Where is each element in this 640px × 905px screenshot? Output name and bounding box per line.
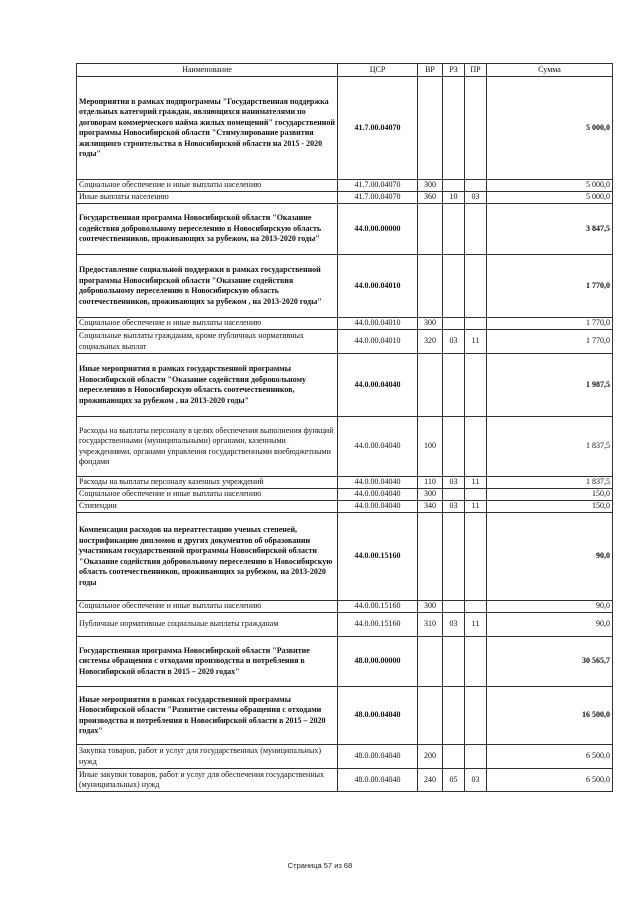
cell-vr bbox=[418, 77, 443, 180]
table-row bbox=[77, 489, 613, 501]
cell-rz bbox=[443, 77, 465, 180]
cell-vr: 300 bbox=[418, 601, 443, 613]
cell-vr bbox=[418, 637, 443, 687]
cell-rz: 03 bbox=[443, 477, 465, 489]
table-row bbox=[77, 417, 613, 477]
cell-name: Мероприятия в рамках подпрограммы "Государственная поддержка отдельных категорий граждан, являющихся нанимателями по договорам коммерческого найма жилых помещений" государственной программы Новосибирской области "Стимулирование развития жилищного строительства в Новосибирской области на 2015 - 2020 годы" bbox=[77, 77, 338, 180]
cell-rz bbox=[443, 745, 465, 769]
cell-sum: 1 987,5 bbox=[487, 354, 613, 417]
cell-rz bbox=[443, 417, 465, 477]
cell-name: Социальное обеспечение и иные выплаты населению bbox=[77, 489, 338, 501]
table-header-row bbox=[77, 64, 613, 77]
cell-name: Расходы на выплаты персоналу в целях обеспечения выполнения функций государственными (муниципальными) органами, казенными учреждениями, органами управления государственными внебюджетными фондами bbox=[77, 417, 338, 477]
cell-pr: 03 bbox=[465, 192, 487, 204]
table-row bbox=[77, 601, 613, 613]
cell-name: Стипендии bbox=[77, 501, 338, 513]
cell-pr bbox=[465, 180, 487, 192]
cell-name: Государственная программа Новосибирской области "Развитие системы обращения с отходами производства и потребления в Новосибирской области в 2015 – 2020 годах" bbox=[77, 637, 338, 687]
cell-pr bbox=[465, 601, 487, 613]
cell-vr: 340 bbox=[418, 501, 443, 513]
cell-csr: 41.7.00.04070 bbox=[338, 77, 418, 180]
cell-name: Расходы на выплаты персоналу казенных учреждений bbox=[77, 477, 338, 489]
cell-csr: 44.0.00.04040 bbox=[338, 501, 418, 513]
cell-pr: 03 bbox=[465, 769, 487, 792]
cell-sum: 1 837,5 bbox=[487, 477, 613, 489]
table-row bbox=[77, 330, 613, 354]
cell-rz bbox=[443, 354, 465, 417]
cell-rz bbox=[443, 687, 465, 745]
header-rz: РЗ bbox=[443, 64, 465, 77]
cell-vr: 100 bbox=[418, 417, 443, 477]
cell-rz: 05 bbox=[443, 769, 465, 792]
cell-rz bbox=[443, 255, 465, 318]
cell-rz: 03 bbox=[443, 501, 465, 513]
cell-pr bbox=[465, 255, 487, 318]
cell-vr: 300 bbox=[418, 489, 443, 501]
cell-csr: 44.0.00.04040 bbox=[338, 417, 418, 477]
cell-vr: 320 bbox=[418, 330, 443, 354]
table-row bbox=[77, 180, 613, 192]
cell-csr: 44.0.00.04010 bbox=[338, 318, 418, 330]
cell-sum: 6 500,0 bbox=[487, 745, 613, 769]
cell-csr: 48.0.00.04040 bbox=[338, 769, 418, 792]
cell-pr bbox=[465, 318, 487, 330]
cell-sum: 5 000,0 bbox=[487, 192, 613, 204]
cell-csr: 48.0.00.04040 bbox=[338, 687, 418, 745]
table-row bbox=[77, 77, 613, 180]
cell-sum: 16 500,0 bbox=[487, 687, 613, 745]
cell-pr: 11 bbox=[465, 613, 487, 637]
cell-vr: 110 bbox=[418, 477, 443, 489]
header-vr: ВР bbox=[418, 64, 443, 77]
cell-vr: 300 bbox=[418, 180, 443, 192]
cell-rz bbox=[443, 489, 465, 501]
cell-csr: 41.7.00.04070 bbox=[338, 180, 418, 192]
cell-rz: 03 bbox=[443, 613, 465, 637]
cell-csr: 44.0.00.15160 bbox=[338, 613, 418, 637]
cell-vr: 200 bbox=[418, 745, 443, 769]
cell-sum: 90,0 bbox=[487, 601, 613, 613]
cell-vr bbox=[418, 513, 443, 601]
cell-csr: 48.0.00.00000 bbox=[338, 637, 418, 687]
cell-csr: 44.0.00.04040 bbox=[338, 477, 418, 489]
cell-csr: 44.0.00.15160 bbox=[338, 513, 418, 601]
table-row bbox=[77, 318, 613, 330]
table-row bbox=[77, 613, 613, 637]
cell-rz bbox=[443, 601, 465, 613]
cell-name: Иные закупки товаров, работ и услуг для обеспечения государственных (муниципальных) нужд bbox=[77, 769, 338, 792]
cell-name: Публичные нормативные социальные выплаты гражданам bbox=[77, 613, 338, 637]
cell-vr: 360 bbox=[418, 192, 443, 204]
cell-pr: 11 bbox=[465, 477, 487, 489]
table-row bbox=[77, 354, 613, 417]
cell-sum: 1 770,0 bbox=[487, 255, 613, 318]
cell-pr bbox=[465, 745, 487, 769]
cell-name: Компенсация расходов на переаттестацию ученых степеней, нострификацию дипломов и других документов об образовании участникам государственной программы Новосибирской области "Оказание содействия добровольному переселению в Новосибирскую область соотечественников, проживающих за рубежом, на 2013-2020 годы bbox=[77, 513, 338, 601]
cell-name: Государственная программа Новосибирской области "Оказание содействия добровольному переселению в Новосибирскую область соотечественников, проживающих за рубежом, на 2013-2020 годы" bbox=[77, 204, 338, 255]
table-row bbox=[77, 477, 613, 489]
cell-csr: 41.7.00.04070 bbox=[338, 192, 418, 204]
cell-vr: 300 bbox=[418, 318, 443, 330]
page-footer: Страница 57 из 68 bbox=[287, 861, 353, 870]
cell-rz: 10 bbox=[443, 192, 465, 204]
cell-rz bbox=[443, 180, 465, 192]
cell-pr bbox=[465, 354, 487, 417]
cell-pr: 11 bbox=[465, 330, 487, 354]
table-row bbox=[77, 192, 613, 204]
cell-vr bbox=[418, 687, 443, 745]
table-row bbox=[77, 255, 613, 318]
cell-sum: 90,0 bbox=[487, 613, 613, 637]
cell-vr bbox=[418, 204, 443, 255]
cell-csr: 44.0.00.04040 bbox=[338, 489, 418, 501]
cell-name: Предоставление социальной поддержки в рамках государственной программы Новосибирской области "Оказание содействия добровольному переселению в Новосибирскую область соотечественников, проживающих за рубежом , на 2013-2020 годы" bbox=[77, 255, 338, 318]
cell-sum: 1 770,0 bbox=[487, 318, 613, 330]
cell-name: Иные мероприятия в рамках государственной программы Новосибирской области "Оказание содействия добровольному переселению в Новосибирскую область соотечественников, проживающих за рубежом , на 2013-2020 годы" bbox=[77, 354, 338, 417]
cell-sum: 5 000,0 bbox=[487, 180, 613, 192]
cell-csr: 48.0.00.04040 bbox=[338, 745, 418, 769]
cell-pr bbox=[465, 513, 487, 601]
cell-name: Социальное обеспечение и иные выплаты населению bbox=[77, 601, 338, 613]
budget-table bbox=[76, 63, 613, 792]
cell-pr bbox=[465, 687, 487, 745]
cell-sum: 5 000,0 bbox=[487, 77, 613, 180]
cell-pr bbox=[465, 637, 487, 687]
cell-pr bbox=[465, 417, 487, 477]
table-row bbox=[77, 513, 613, 601]
header-csr: ЦСР bbox=[338, 64, 418, 77]
cell-name: Социальное обеспечение и иные выплаты населению bbox=[77, 180, 338, 192]
cell-csr: 44.0.00.04010 bbox=[338, 255, 418, 318]
cell-rz: 03 bbox=[443, 330, 465, 354]
cell-csr: 44.0.00.04040 bbox=[338, 354, 418, 417]
header-pr: ПР bbox=[465, 64, 487, 77]
table-row bbox=[77, 501, 613, 513]
table-row bbox=[77, 204, 613, 255]
cell-sum: 1 837,5 bbox=[487, 417, 613, 477]
cell-name: Иные мероприятия в рамках государственной программы Новосибирской области "Развитие системы обращения с отходами производства и потребления в Новосибирской области в 2015 – 2020 годах" bbox=[77, 687, 338, 745]
cell-rz bbox=[443, 637, 465, 687]
table-body bbox=[77, 77, 613, 792]
table-row bbox=[77, 637, 613, 687]
table-row bbox=[77, 769, 613, 792]
cell-pr: 11 bbox=[465, 501, 487, 513]
cell-csr: 44.0.00.00000 bbox=[338, 204, 418, 255]
table-row bbox=[77, 687, 613, 745]
cell-pr bbox=[465, 204, 487, 255]
table-row bbox=[77, 745, 613, 769]
cell-rz bbox=[443, 513, 465, 601]
cell-vr: 240 bbox=[418, 769, 443, 792]
cell-name: Закупка товаров, работ и услуг для государственных (муниципальных) нужд bbox=[77, 745, 338, 769]
cell-name: Социальное обеспечение и иные выплаты населению bbox=[77, 318, 338, 330]
header-name: Наименование bbox=[77, 64, 338, 77]
cell-vr bbox=[418, 354, 443, 417]
cell-csr: 44.0.00.15160 bbox=[338, 601, 418, 613]
cell-vr: 310 bbox=[418, 613, 443, 637]
cell-sum: 1 770,0 bbox=[487, 330, 613, 354]
cell-vr bbox=[418, 255, 443, 318]
cell-pr bbox=[465, 489, 487, 501]
cell-csr: 44.0.00.04010 bbox=[338, 330, 418, 354]
cell-rz bbox=[443, 204, 465, 255]
cell-sum: 90,0 bbox=[487, 513, 613, 601]
cell-sum: 30 565,7 bbox=[487, 637, 613, 687]
cell-rz bbox=[443, 318, 465, 330]
cell-sum: 150,0 bbox=[487, 501, 613, 513]
cell-sum: 3 847,5 bbox=[487, 204, 613, 255]
cell-sum: 150,0 bbox=[487, 489, 613, 501]
header-sum: Сумма bbox=[487, 64, 613, 77]
cell-pr bbox=[465, 77, 487, 180]
cell-name: Социальные выплаты гражданам, кроме публичных нормативных социальных выплат bbox=[77, 330, 338, 354]
cell-name: Иные выплаты населению bbox=[77, 192, 338, 204]
cell-sum: 6 500,0 bbox=[487, 769, 613, 792]
